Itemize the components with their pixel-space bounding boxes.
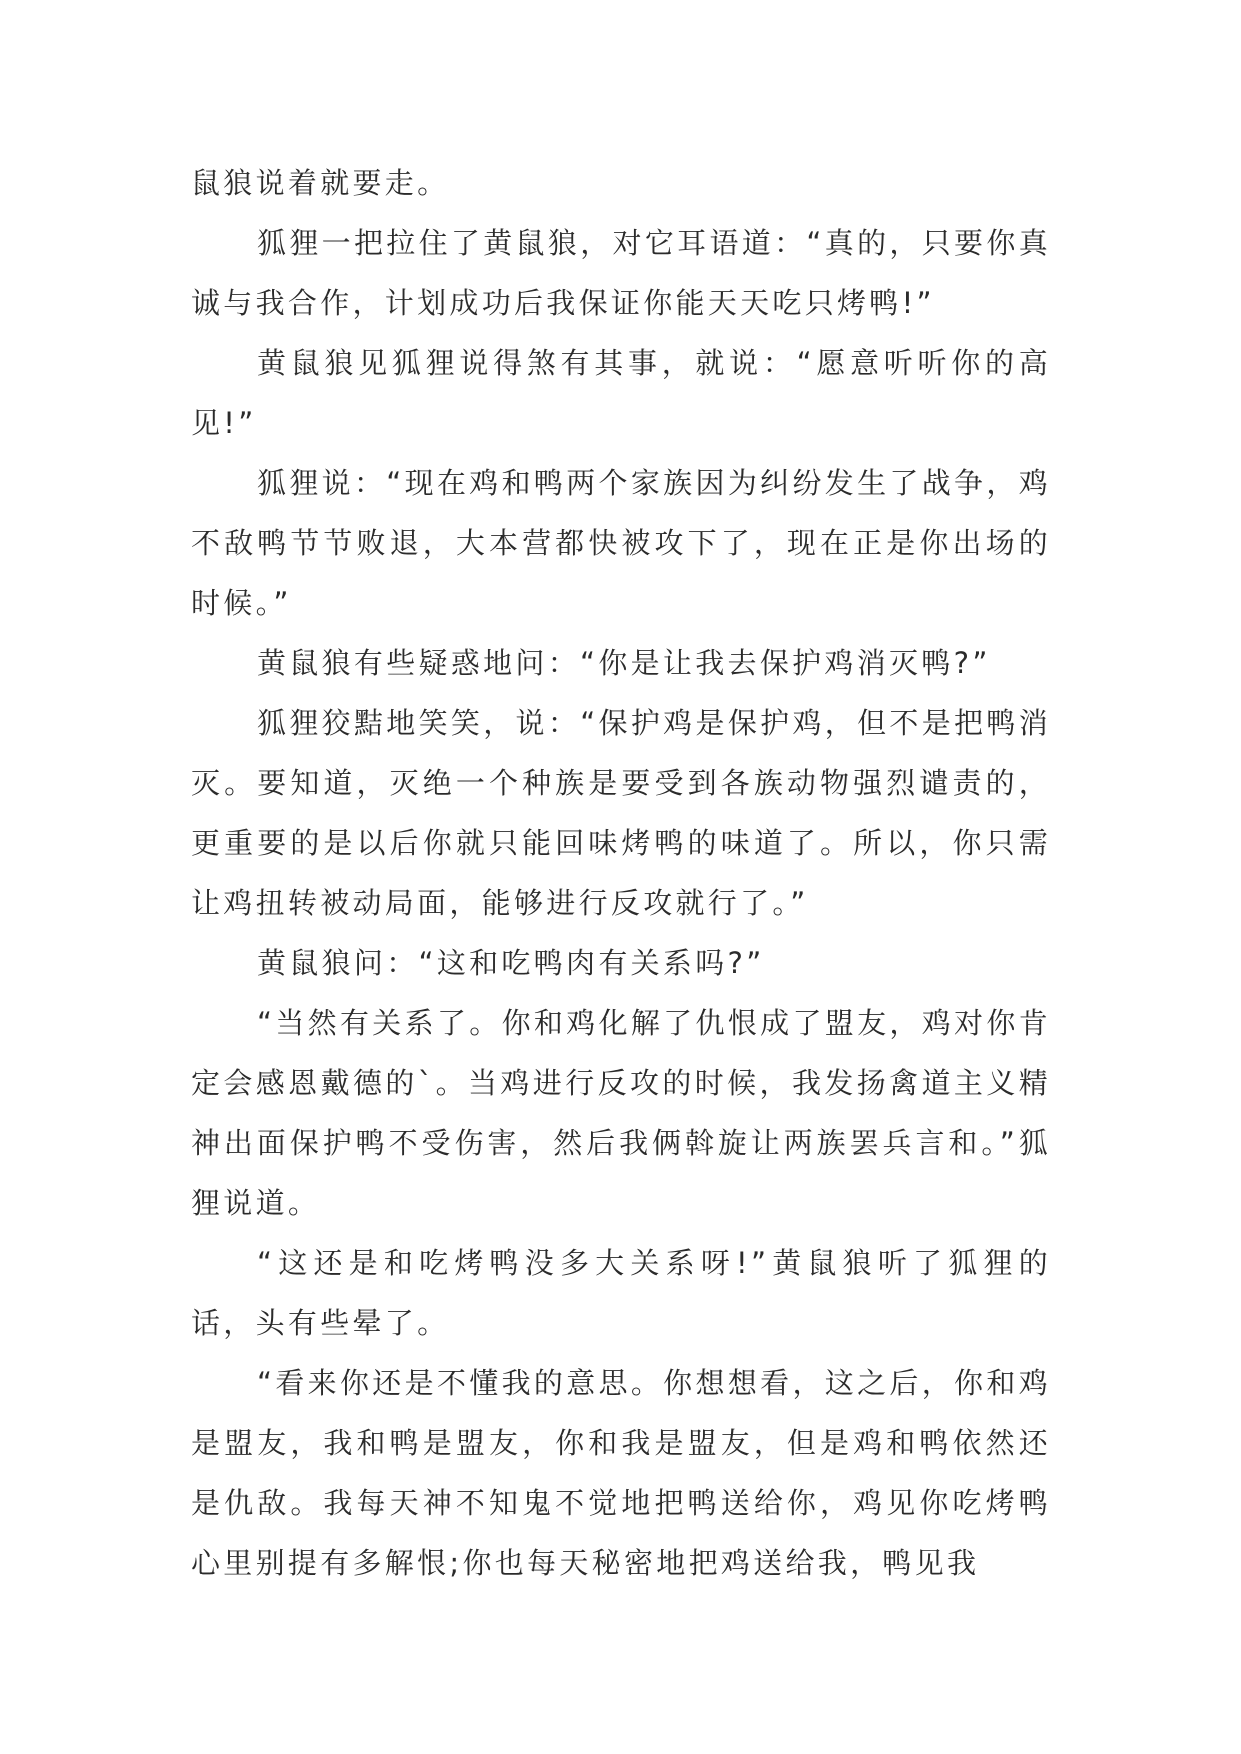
paragraph: 狐狸狡黠地笑笑，说：“保护鸡是保护鸡，但不是把鸭消灭。要知道，灭绝一个种族是要受到各族动物强烈谴责的，更重要的是以后你就只能回味烤鸭的味道了。所以，你只需让鸡扭转被动局面，能够进行反攻就行了。” — [191, 706, 1051, 920]
paragraph: “看来你还是不懂我的意思。你想想看，这之后，你和鸡是盟友，我和鸭是盟友，你和我是盟友，但是鸡和鸭依然还是仇敌。我每天神不知鬼不觉地把鸭送给你，鸡见你吃烤鸭心里别提有多解恨;你也每天秘密地把鸡送给我，鸭见我 — [191, 1366, 1051, 1580]
paragraph: “这还是和吃烤鸭没多大关系呀!”黄鼠狼听了狐狸的话，头有些晕了。 — [191, 1246, 1051, 1340]
paragraph: 狐狸一把拉住了黄鼠狼，对它耳语道：“真的，只要你真诚与我合作，计划成功后我保证你能天天吃只烤鸭!” — [191, 226, 1051, 320]
paragraph: 狐狸说：“现在鸡和鸭两个家族因为纠纷发生了战争，鸡不敌鸭节节败退，大本营都快被攻下了，现在正是你出场的时候。” — [191, 466, 1051, 620]
paragraph: 黄鼠狼问：“这和吃鸭肉有关系吗?” — [257, 946, 765, 980]
paragraph: 黄鼠狼见狐狸说得煞有其事，就说：“愿意听听你的高见!” — [191, 346, 1051, 440]
paragraph: “当然有关系了。你和鸡化解了仇恨成了盟友，鸡对你肯定会感恩戴德的`。当鸡进行反攻的时候，我发扬禽道主义精神出面保护鸭不受伤害，然后我俩斡旋让两族罢兵言和。”狐狸说道。 — [191, 1006, 1051, 1220]
paragraph: 鼠狼说着就要走。 — [191, 166, 450, 200]
paragraph: 黄鼠狼有些疑惑地问：“你是让我去保护鸡消灭鸭?” — [257, 646, 991, 680]
body-text — [191, 153, 1051, 1593]
